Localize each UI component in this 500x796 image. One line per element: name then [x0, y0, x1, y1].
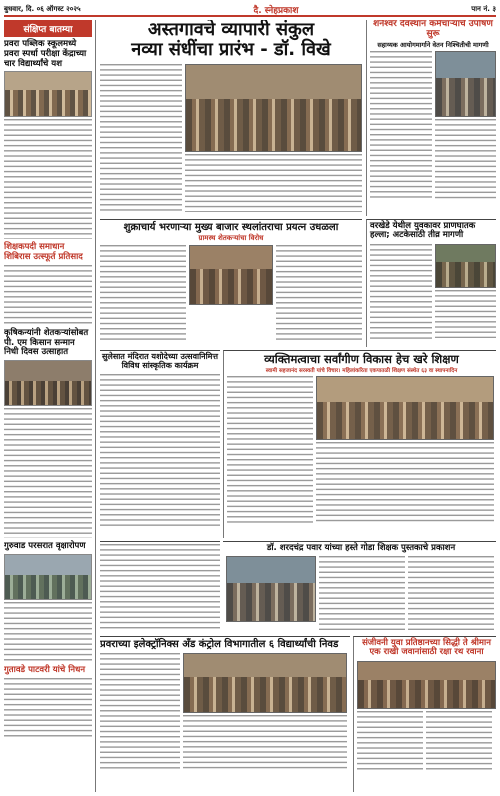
side-story-body — [4, 119, 92, 239]
student-selection-story — [100, 636, 350, 792]
book-launch-body-continued — [408, 556, 494, 630]
issue-date: बुधवार, दि. ०६ ऑगस्ट २०२५ — [4, 4, 81, 13]
right-top-photo — [435, 51, 497, 117]
newspaper-name: दै. स्नेहप्रकाश — [253, 5, 299, 16]
attack-story — [366, 219, 496, 347]
attack-body-continued — [435, 290, 497, 338]
masthead — [4, 3, 496, 17]
education-photo — [316, 376, 494, 440]
student-selection-photo — [183, 653, 347, 713]
student-selection-headline: प्रवराच्या इलेक्ट्रॉनिक्स अँड कंट्रोल विभागातील ६ विद्यार्थ्यांची निवड — [100, 639, 339, 650]
market-relocation-subhead: ग्रामस्थ शेतकऱ्यांचा विरोध — [198, 234, 264, 242]
temple-festival-body — [100, 374, 220, 528]
student-selection-body-continued — [183, 715, 347, 769]
lead-headline-line1: अस्तगावचे व्यापारी संकुल — [147, 20, 315, 40]
education-story — [223, 350, 496, 538]
book-launch-body — [319, 556, 405, 630]
side-story — [4, 542, 92, 662]
rakhi-chariot-photo — [357, 661, 496, 709]
sidebar-section-title: संक्षिप्त बातम्या — [4, 20, 92, 37]
book-launch-story — [223, 541, 496, 633]
side-story-photo — [4, 554, 92, 600]
book-launch-headline: डॉ. शरदचंद्र पवार यांच्या हस्ते गोडा शिक्षक पुस्तकाचे प्रकाशन — [266, 543, 456, 553]
side-story — [4, 329, 92, 538]
page-number: पान नं. ३ — [471, 4, 496, 13]
market-relocation-photo — [189, 245, 273, 305]
lead-story — [100, 20, 362, 216]
side-story-body — [4, 265, 92, 325]
market-relocation-headline: शुक्राचार्य भरणाऱ्या मुख्य बाजार स्थलांतराचा प्रयत्न उधळला — [123, 222, 339, 233]
attack-body — [370, 244, 432, 340]
right-top-headline: शनैश्वर देवस्थान कर्मचाऱ्यांचे उपोषण सुरू — [373, 20, 493, 39]
temple-festival-story — [100, 350, 220, 538]
market-relocation-story — [100, 219, 362, 347]
side-story-title: शिक्षकपदी समाधान शिबिरास उत्स्फूर्त प्रतिसाद — [4, 242, 83, 263]
lead-story-body — [100, 64, 182, 212]
side-story-title: प्रवरा पब्लिक स्कूलमध्ये प्रवरा स्पर्धा परीक्षा केंद्राच्या चार विद्यार्थ्यांचे यश — [4, 39, 87, 69]
brief-news-sidebar — [4, 20, 96, 792]
side-story — [4, 666, 92, 738]
attack-headline: वरखेडे येथील युवकावर प्राणघातक हल्ला; अटकेसाठी तीव्र मागणी — [370, 221, 476, 241]
market-relocation-body-continued — [276, 245, 362, 341]
temple-festival-continued — [100, 541, 220, 633]
book-launch-photo — [226, 556, 316, 622]
lead-story-photo — [185, 64, 362, 152]
temple-festival-body-continued — [100, 544, 220, 630]
right-top-body-continued — [435, 119, 497, 199]
rakhi-chariot-body — [357, 711, 423, 771]
right-top-story — [366, 20, 496, 216]
lead-headline-line2: नव्या संधींचा प्रारंभ - डॉ. विखे — [131, 38, 331, 60]
side-story-body — [4, 678, 92, 738]
rakhi-chariot-headline: संजीवनी युवा प्रतिष्ठानच्या सिद्धी ते श्रीमान एक राखी जवानांसाठी रक्षा रथ रवाना — [362, 638, 491, 658]
education-subhead: स्वामी सहजानंद सरस्वती यांचे विचार। महिलांकरिता एकपातळी शिक्षण संस्थेत ६३ वा स्थापनादिन — [265, 367, 458, 374]
side-story-title: गुतावडे पाटवरी यांचे निधन — [4, 664, 86, 675]
right-top-body — [370, 51, 432, 201]
side-story-body — [4, 408, 92, 538]
education-body-continued — [316, 442, 494, 524]
attack-photo — [435, 244, 497, 288]
rakhi-chariot-body-continued — [426, 711, 492, 771]
side-story-photo — [4, 71, 92, 117]
side-story — [4, 243, 92, 325]
right-top-subhead: सहाय्यक आयोगमार्गाने वेतन निश्चितीची मागणी — [377, 40, 489, 49]
education-body — [227, 376, 313, 526]
temple-festival-headline: सुलेसात मंदिरात यशोदेच्या उत्सवानिमित्त विविध सांस्कृतिक कार्यक्रम — [101, 352, 218, 370]
student-selection-body — [100, 653, 180, 771]
side-story-title: कृषिकन्यांनी शेतकऱ्यांसोबत पी. एम किसान सन्मान निधी दिवस उत्साहात — [4, 327, 89, 358]
rakhi-chariot-story — [353, 636, 496, 792]
side-story-photo — [4, 360, 92, 406]
market-relocation-body — [100, 245, 186, 341]
lead-story-body-continued — [185, 154, 362, 212]
main-content — [100, 20, 496, 792]
side-story-body — [4, 602, 92, 662]
side-story-title: गुरुवाड परसरात वृक्षारोपण — [4, 541, 86, 552]
side-story — [4, 40, 92, 239]
education-headline: व्यक्तिमत्वाचा सर्वांगीण विकास हेच खरे शिक्षण — [264, 352, 459, 366]
